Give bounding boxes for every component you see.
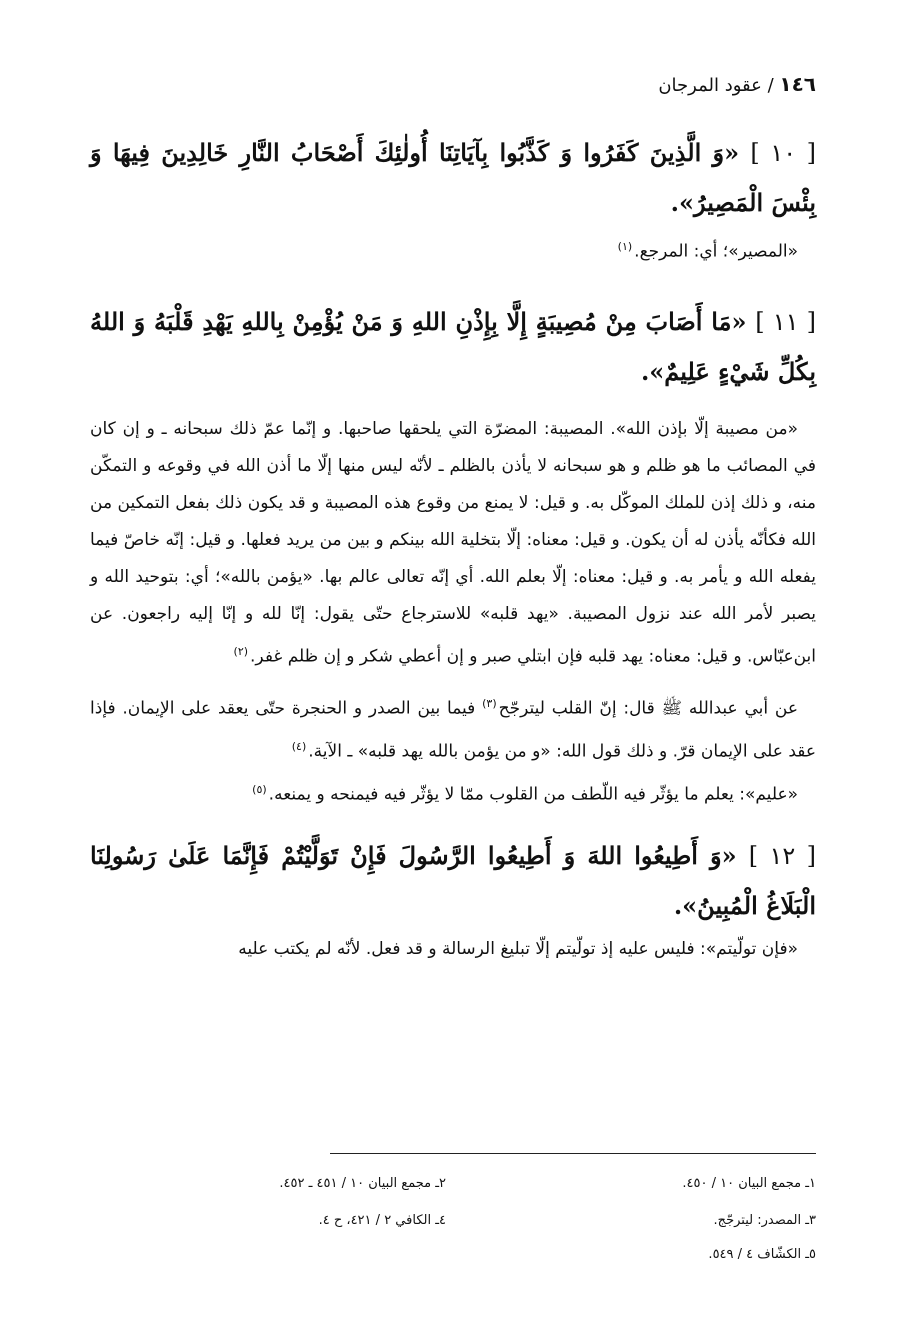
- footnote-divider: [330, 1153, 816, 1154]
- verse-11: [90, 297, 816, 397]
- running-header: [658, 72, 816, 96]
- footnote-marker: (١): [617, 240, 633, 253]
- book-title: عقود المرجان: [658, 75, 762, 96]
- verse-number: [ ١٢ ]: [748, 842, 817, 871]
- explanation-12: [90, 931, 816, 968]
- header-separator: /: [761, 75, 780, 96]
- footnote-4: ٤ـ الكافي ٢ / ٤٢١، ح ٤.: [318, 1213, 446, 1228]
- verse-12: [90, 831, 816, 931]
- footnote-5: ٥ـ الكشّاف ٤ / ٥٤٩.: [708, 1247, 816, 1262]
- footnote-marker: (٤): [291, 739, 307, 753]
- verse-10: [90, 128, 816, 228]
- verse-text: «وَ أَطِيعُوا اللهَ وَ أَطِيعُوا الرَّسُولَ فَإِنْ تَوَلَّيْتُمْ فَإِنَّمَا عَلَىٰ رَسُولِنَا الْبَلَاغُ الْمُبِينُ».: [90, 841, 816, 921]
- explanation-text: عن أبي عبدالله ﷺ قال: إنّ القلب ليترجّح: [498, 698, 798, 719]
- main-text: [90, 128, 816, 968]
- page-number: ١٤٦: [779, 72, 816, 96]
- explanation-hadith: [90, 685, 816, 770]
- explanation-alim: [90, 771, 816, 814]
- verse-number: [ ١١ ]: [755, 307, 817, 336]
- explanation-text: فيما بين الصدر و الحنجرة حتّى يعقد على الإيمان. فإذا عقد على الإيمان قرّ. و ذلك قول الله: «و من يؤمن بالله يهد قلبه» ـ الآية.: [90, 698, 816, 762]
- footnote-1: ١ـ مجمع البيان ١٠ / ٤٥٠.: [682, 1176, 816, 1191]
- explanation-text: «من مصيبة إلّا بإذن الله». المصيبة: المضرّة التي يلحقها صاحبها. و إنّما عمّ ذلك سبحانه ـ و إن كان في المصائب ما هو ظلم و هو سبحانه لا يأذن بالظلم ـ لأنّه ليس منها إلّا ما أذن الله في وقوعه و التمكّن منه، و ذلك إذن للملك الموكّل به. و قيل: لا يمنع من وقوع هذه المصيبة و قد يكون ذلك بفعل التمكين من الله فكأنّه يأذن له أن يكون. و قيل: معناه: إلّا بتخلية الله بينكم و بين من يريد فعلها. و قيل: إنّه خاصّ فيما يفعله الله و يأمر به. و قيل: معناه: إلّا بعلم الله. أي إنّه تعالى عالم بها. «يؤمن بالله»؛ أي: بتوحيد الله و يصبر لأمر الله عند نزول المصيبة. «يهد قلبه» للاسترجاع حتّى يقول: إنّا لله و إنّا إليه راجعون. عن ابن‌عبّاس. و قيل: معناه: يهد قلبه فإن ابتلي صبر و إن أعطي شكر و إن ظلم غفر.: [90, 418, 816, 667]
- explanation-text: «فإن تولّيتم»: فليس عليه إذ تولّيتم إلّا تبليغ الرسالة و قد فعل. لأنّه لم يكتب عليه: [238, 939, 798, 960]
- footnote-marker: (٥): [252, 782, 267, 796]
- explanation-text: «عليم»: يعلم ما يؤثّر فيه اللّطف من القلوب ممّا لا يؤثّر فيه فيمنحه و يمنعه.: [268, 784, 798, 805]
- footnote-3: ٣ـ المصدر: ليترجّج.: [713, 1213, 816, 1228]
- footnote-marker: (٣): [482, 697, 497, 711]
- footnote-2: ٢ـ مجمع البيان ١٠ / ٤٥١ ـ ٤٥٢.: [279, 1176, 446, 1191]
- verse-number: [ ١٠ ]: [750, 139, 817, 167]
- explanation-11: [90, 411, 816, 676]
- explanation-text: «المصير»؛ أي: المرجع.: [634, 241, 798, 262]
- footnote-marker: (٢): [233, 644, 249, 658]
- verse-text: «وَ الَّذِينَ كَفَرُوا وَ كَذَّبُوا بِآيَاتِنَا أُولٰئِكَ أَصْحَابُ النَّارِ خَالِدِينَ فِيهَا وَ بِئْسَ الْمَصِيرُ».: [90, 138, 816, 217]
- explanation-10: [90, 228, 816, 271]
- verse-text: «مَا أَصَابَ مِنْ مُصِيبَةٍ إِلَّا بِإِذْنِ اللهِ وَ مَنْ يُؤْمِنْ بِاللهِ يَهْدِ قَلْبَهُ وَ اللهُ بِكُلِّ شَيْءٍ عَلِيمٌ».: [90, 306, 816, 386]
